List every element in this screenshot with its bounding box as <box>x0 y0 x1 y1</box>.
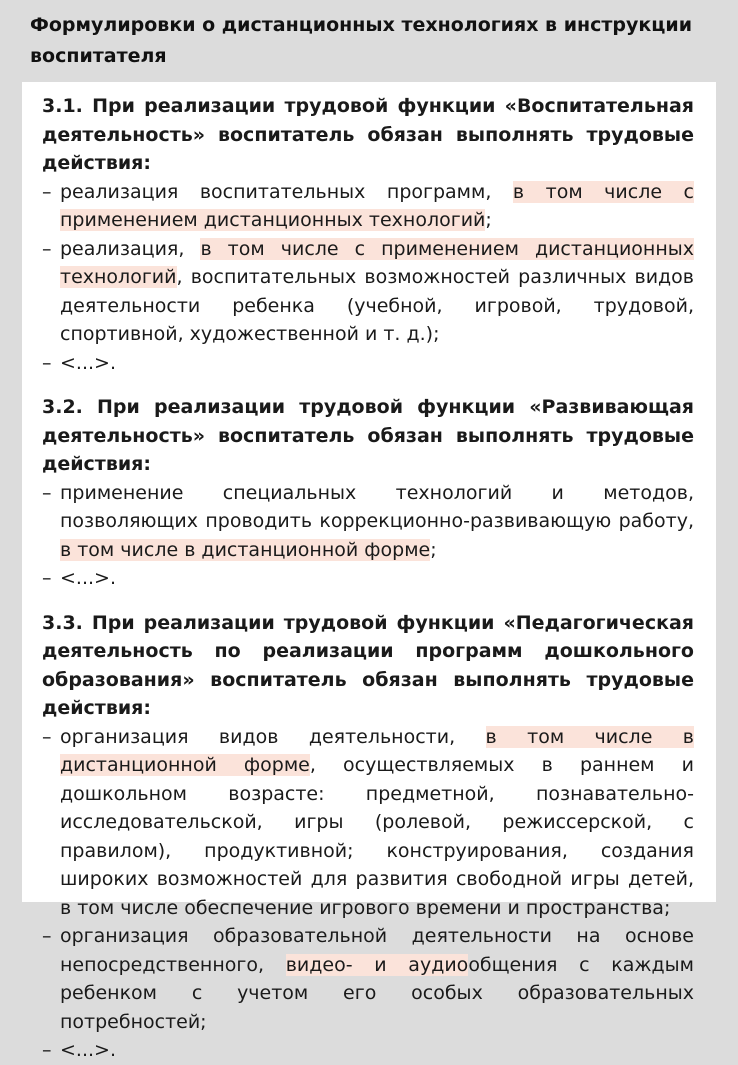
section-3-2 <box>42 393 694 593</box>
item-text: ; <box>430 538 437 561</box>
list-item <box>42 235 694 349</box>
item-text: <...>. <box>60 1039 116 1061</box>
item-list <box>42 178 694 378</box>
item-text: общения с каждым ребенком с учетом его особых образовательных потребностей; <box>60 953 694 1033</box>
list-item <box>42 178 694 235</box>
dash: – <box>42 1039 52 1061</box>
item-text: организация видов деятельности, <box>60 725 486 748</box>
highlight: в том числе в дистанционной форме <box>60 725 694 776</box>
dash: – <box>42 925 52 947</box>
highlight: в том числе с применением дистанционных технологий <box>60 237 695 288</box>
list-item <box>42 479 694 565</box>
highlight: в том числе с применением дистанционных технологий <box>60 180 694 231</box>
item-text: <...>. <box>60 351 116 374</box>
section-3-3 <box>42 609 694 1065</box>
highlight: в том числе в дистанционной форме <box>60 538 431 561</box>
dash: – <box>42 725 52 748</box>
dash: – <box>42 180 52 203</box>
section-3-1 <box>42 92 694 377</box>
instruction-card <box>22 82 716 1061</box>
dash: – <box>42 351 52 374</box>
list-item <box>42 723 694 923</box>
section-heading: 3.3. При реализации трудовой функции «Педагогическая деятельность по реализации программ дошкольного образования» воспитатель обязан выполнять трудовые действия: <box>42 611 694 719</box>
list-item <box>42 922 694 1036</box>
item-text: <...>. <box>60 567 116 589</box>
dash: – <box>42 481 52 504</box>
item-text: , воспитательных возможностей различных видов деятельности ребенка (учебной, игровой, трудовой, спортивной, художественной и т. д.); <box>60 266 694 345</box>
item-text: , осуществляемых в раннем и дошкольном возрасте: предметной, познавательно-исследовательской, игры (ролевой, режиссерской, с правилом), продуктивной; конструирования, создания широких возможностей для развития свободной игры детей, в том числе обеспечение игрового времени и пространства; <box>60 754 694 919</box>
document-title: Формулировки о дистанционных технологиях в инструкции воспитателя <box>30 14 693 67</box>
section-heading: 3.1. При реализации трудовой функции «Воспитательная деятельность» воспитатель обязан выполнять трудовые действия: <box>42 95 694 174</box>
item-list <box>42 479 694 593</box>
highlight: видео- и аудио <box>285 953 469 976</box>
list-item <box>42 1036 694 1065</box>
dash: – <box>42 237 52 260</box>
item-text: применение специальных технологий и методов, позволяющих проводить коррекционно-развивающую работу, <box>60 481 694 532</box>
list-item <box>42 564 694 593</box>
item-text: реализация, <box>60 237 201 260</box>
section-heading: 3.2. При реализации трудовой функции «Развивающая деятельность» воспитатель обязан выполнять трудовые действия: <box>42 396 694 475</box>
dash: – <box>42 567 52 589</box>
item-text: ; <box>485 209 492 231</box>
item-list <box>42 723 694 1065</box>
item-text: реализация воспитательных программ, <box>60 180 513 203</box>
list-item <box>42 349 694 378</box>
item-text: организация образовательной деятельности на основе непосредственного, <box>60 925 694 976</box>
